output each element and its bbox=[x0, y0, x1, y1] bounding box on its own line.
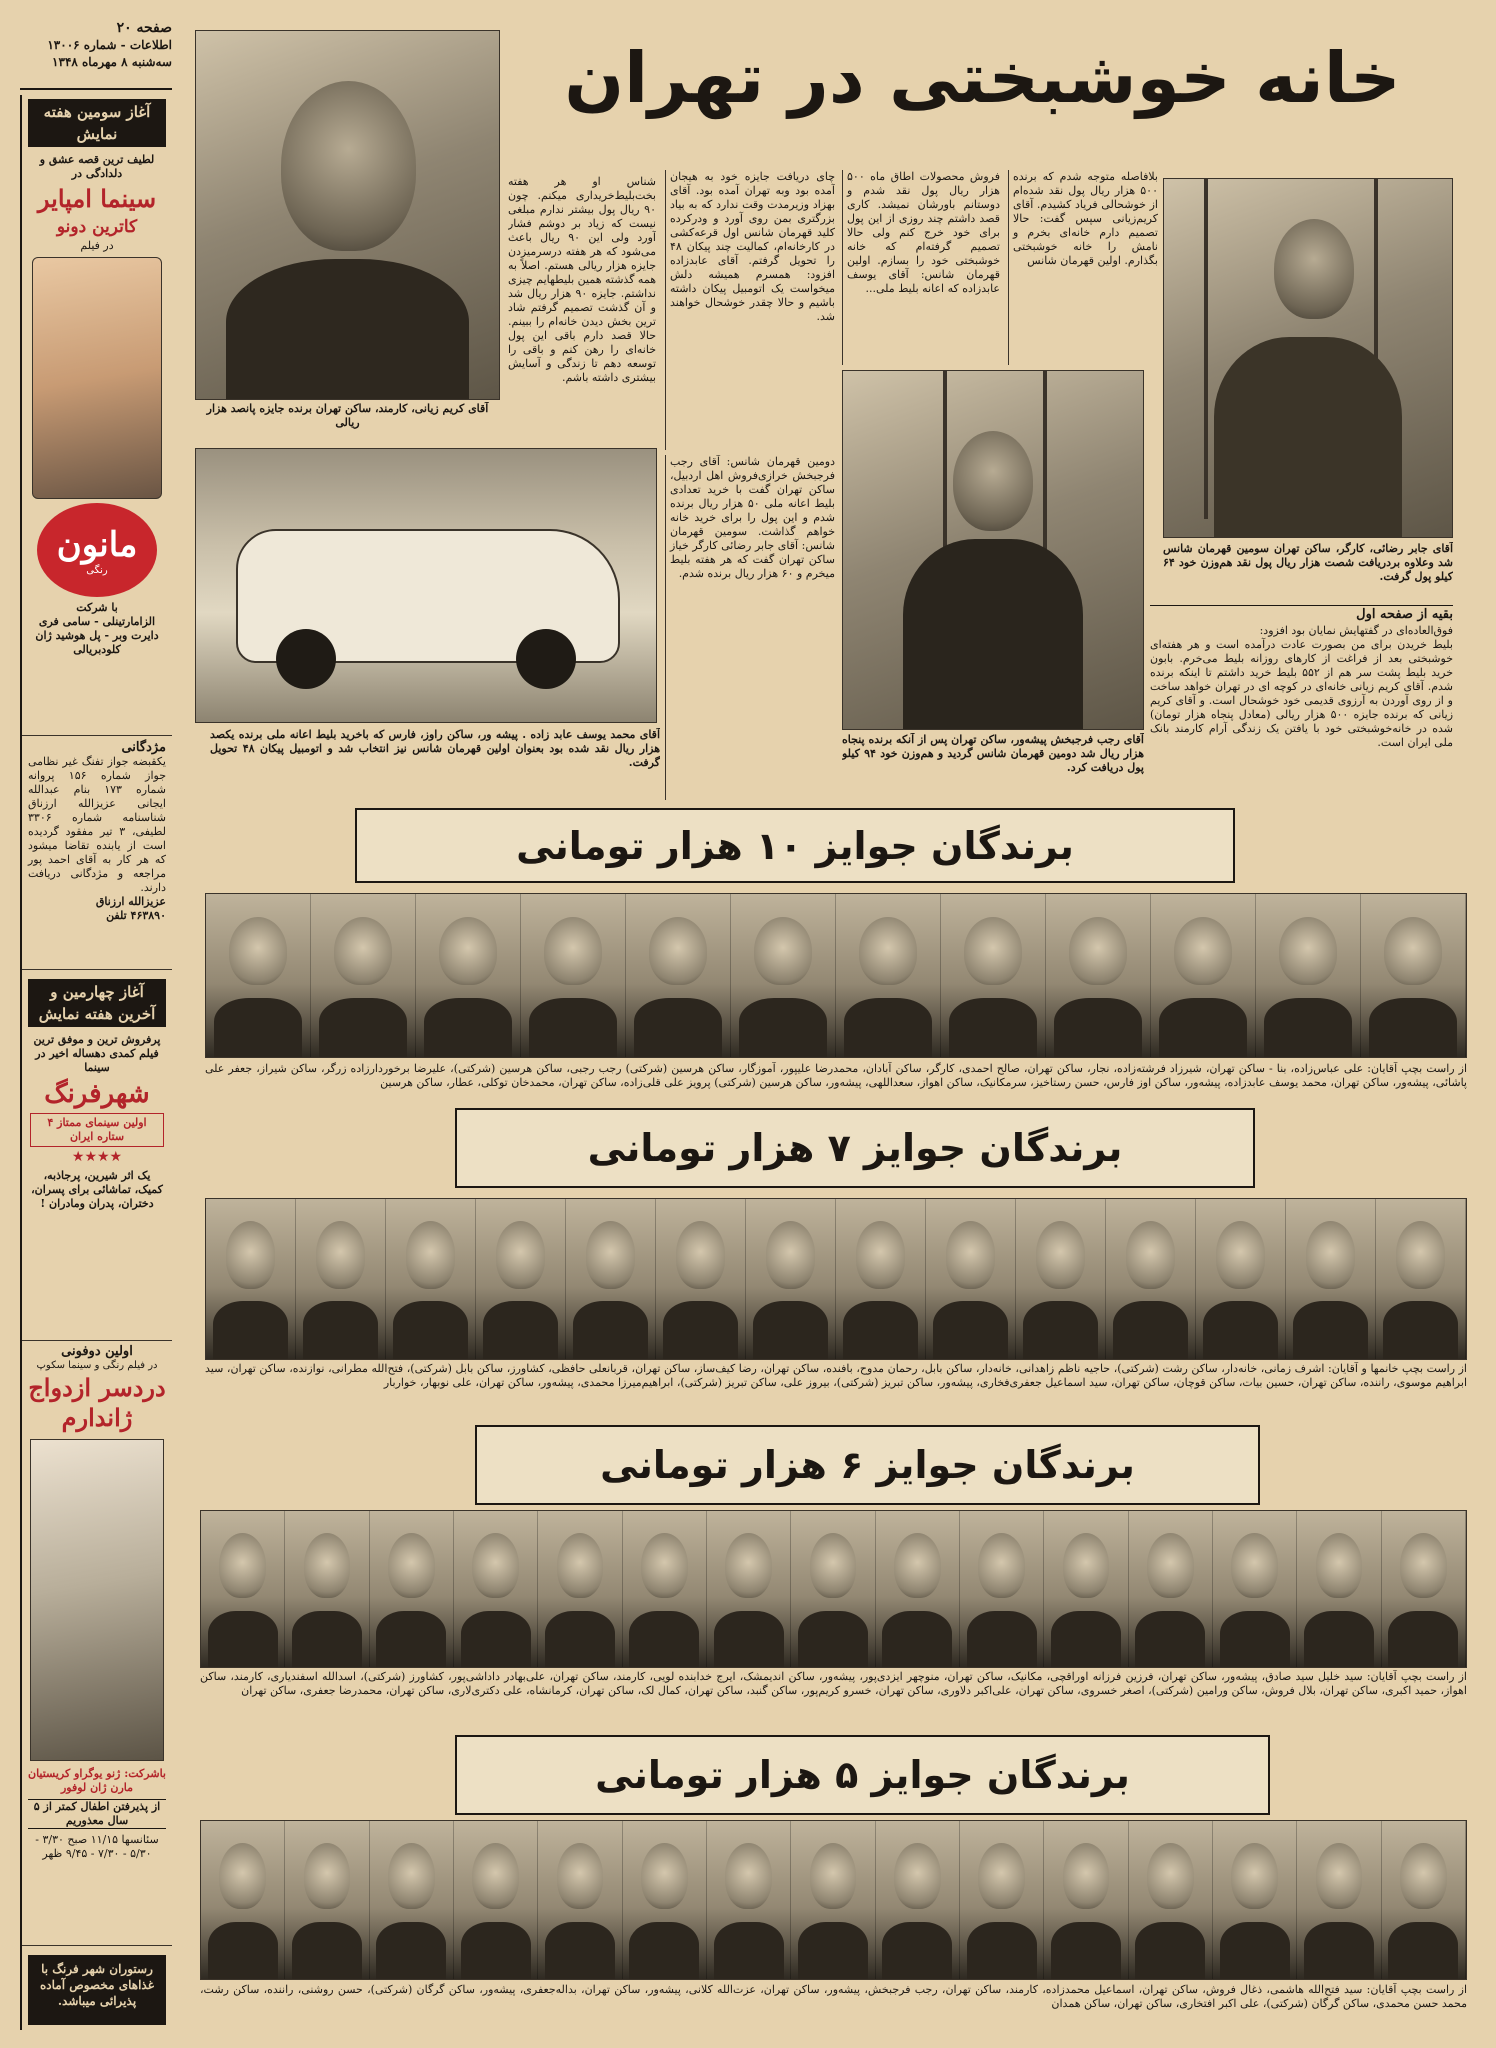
winner-photo bbox=[1044, 1511, 1128, 1667]
winner-photo bbox=[1256, 894, 1361, 1057]
ad-empire-star: کاترین دونو bbox=[56, 217, 138, 237]
winner-photo bbox=[1196, 1199, 1286, 1359]
winners-5k-photo bbox=[200, 1820, 1467, 1980]
cinema-shahrfarang-ad[interactable] bbox=[22, 975, 172, 1341]
winners-5k-names: از راست بچپ آقایان: سید فتح‌الله هاشمی، ذغال فروش، ساکن تهران، اسماعیل محمدزاده، کارمند، ساکن تهران، رجب فرجبخش، پیشه‌ور، ساکن تهران، عزت‌الله کلانی، پیشه‌ور، ساکن تهران، بداله‌جعفری، پیشه‌ور، ساکن گرگان (شرکتی)، حسن روشنی، راننده، ساکن رشت، محمد حسن محمدی، ساکن گرگان (شرکتی)، علی اکبر افتخاری، ساکن تهران، ساکن همدان bbox=[200, 1983, 1467, 2010]
reward-contact: عزیزالله ارزناق bbox=[95, 895, 166, 908]
paper-date: سه‌شنبه ۸ مهرماه ۱۳۴۸ bbox=[52, 55, 172, 69]
winner-photo bbox=[1129, 1511, 1213, 1667]
winner-photo bbox=[960, 1821, 1044, 1979]
ad-empire-cast-label: با شرکت bbox=[76, 601, 118, 614]
article-col2: چای دریافت جایزه خود به هیجان آمده بود وبه تهران آمده بود. آقای بهزاد وزیرمدت وقت ندارد که به بیاد بزرگتری بمن روی آورد و ودرکرده کلید قهرمان شانس اول قرعه‌کشی در کارخانه‌ام، کمالیت چند پیکان ۴۸ را تحویل گرفتم. آقای عابدزاده افزود: همسرم همیشه دلش میخواست یک اتومبیل پیکان داشته باشیم و حالا چقدر خوشحال خواهند شد. bbox=[665, 170, 835, 450]
winner-photo bbox=[206, 1199, 296, 1359]
winner-photo bbox=[1361, 894, 1466, 1057]
winner-photo bbox=[960, 1511, 1044, 1667]
winner-photo bbox=[731, 894, 836, 1057]
ad-empire-infilm: در فیلم bbox=[80, 239, 114, 252]
winner-photo bbox=[791, 1511, 875, 1667]
winner-photo bbox=[1297, 1821, 1381, 1979]
page-number: صفحه ۲۰ bbox=[116, 20, 172, 36]
photo-swing-right bbox=[1163, 178, 1453, 538]
winners-10k-names: از راست بچپ آقایان: علی عباس‌زاده، بنا - ساکن تهران، شیرزاد فرشته‌زاده، نجار، ساکن تهران، صالح احمدی، کارگر، ساکن آبادان، محمدرضا علیپور، آموزگار، ساکن هرسین (شرکتی) رجب رجبی، ساکن هرسین (شرکتی)، علیرضا برخوردارزاده زرگر، ساکن شیراز، جعفر علی پاشائی، پیشه‌ور، ساکن تهران، محمد یوسف عابدزاده، پیشه‌ور، ساکن اوز فارس، حسن رستاخیز، سرمکانیک، ساکن اهواز، سعداللهی، پیشه‌ور، ساکن هرسین (شرکتی) پرویز علی قلی‌زاده، ساکن تهران، محمدخان توکلی، عطار، ساکن هرسین bbox=[205, 1062, 1467, 1089]
winner-photo bbox=[538, 1511, 622, 1667]
winner-photo bbox=[1382, 1511, 1466, 1667]
winner-photo bbox=[791, 1821, 875, 1979]
photo-car bbox=[195, 448, 657, 723]
winner-photo bbox=[707, 1821, 791, 1979]
winner-photo bbox=[623, 1511, 707, 1667]
winner-photo bbox=[370, 1821, 454, 1979]
winner-photo bbox=[454, 1821, 538, 1979]
sidebar bbox=[20, 95, 172, 2030]
photo-karim-ziani bbox=[195, 30, 500, 400]
headline: خانه خوشبختی در تهران bbox=[564, 37, 1401, 119]
winner-photo bbox=[1151, 894, 1256, 1057]
winner-photo bbox=[454, 1511, 538, 1667]
cinema-empire-ad[interactable] bbox=[22, 95, 172, 736]
manon-logo bbox=[37, 503, 157, 597]
ad-gendarme-subtitle: در فیلم رنگی و سینما سکوپ bbox=[36, 1360, 158, 1371]
caption-swing-right: آقای جابر رضائی، کارگر، ساکن تهران سومین قهرمان شانس شد وعلاوه بردریافت شصت هزار ریال پول نقد هم‌وزن خود ۶۴ کیلو پول گرفت. bbox=[1163, 542, 1453, 583]
winner-photo bbox=[386, 1199, 476, 1359]
winners-7k-names: از راست بچپ خانمها و آقایان: اشرف زمانی، خانه‌دار، ساکن رشت (شرکتی)، حاجیه ناظم زاهدانی، خانه‌دار، ساکن بابل، رحمان مدوح، بافنده، ساکن تهران، رضا کیف‌ساز، ساکن تهران، قربانعلی حافظی، کشاورز، ساکن بابل (شرکتی)، فتح‌الله مطرانی، نوازنده، ساکن تهران، سید ابراهیم موسوی، راننده، ساکن تهران، حسین بیات، ساکن قوچان، ساکن تهران، سید اسماعیل جعفری‌فخاری، پیشه‌ور، ساکن تبریز (شرکتی)، بیروز علی، ساکن تبریز (شرکتی)، ابراهیم‌میرزا محمدی، پیشه‌ور، ساکن تهران، علی نوبهار، خواربار bbox=[205, 1362, 1467, 1389]
winner-photo bbox=[926, 1199, 1016, 1359]
winner-photo bbox=[285, 1821, 369, 1979]
winner-photo bbox=[311, 894, 416, 1057]
manon-title: مانون bbox=[56, 524, 138, 565]
ad-gendarme-title: دردسر ازدواج ژاندارم bbox=[28, 1373, 166, 1432]
winner-photo bbox=[201, 1511, 285, 1667]
ad-empire-cinema: سینما امپایر bbox=[37, 184, 157, 213]
banner-5k: برندگان جوایز ۵ هزار تومانی bbox=[455, 1735, 1270, 1815]
ad-shahrfarang-cinema: شهرفرنگ bbox=[44, 1079, 150, 1109]
ad-gendarme-brand: اولین دوفونی bbox=[61, 1344, 133, 1359]
winner-photo bbox=[836, 1199, 926, 1359]
winner-photo bbox=[656, 1199, 746, 1359]
restaurant-ad bbox=[28, 1955, 166, 2025]
ad-empire-subtitle: لطیف ترین قصه عشق و دلدادگی در bbox=[39, 153, 155, 180]
winner-photo bbox=[1382, 1821, 1466, 1979]
continued-heading: بقیه از صفحه اول bbox=[1356, 607, 1453, 622]
article-col3: فروش محصولات اطاق ماه ۵۰۰ هزار ریال پول نقد شدم و دوستانم باورشان نمیشد. کاری قصد داشتم چند روزی از این پول برای خود خرج کنم ولی حالا تصمیم گرفته‌ام که خانه خوشبختی خود را بسازم. اولین قهرمان شانس: آقای یوسف عابدزاده که اعانه بلیط ملی... bbox=[842, 170, 1000, 365]
ad-empire-poster-image bbox=[32, 257, 162, 499]
photo-swing-middle bbox=[842, 370, 1144, 730]
ad-shahrfarang-title: آغاز چهارمین و آخرین هفته نمایش bbox=[28, 979, 166, 1027]
ad-gendarme-cast: باشرکت: ژنو یوگراو کریستیان مارن ژان لوفور bbox=[27, 1767, 166, 1794]
ad-gendarme-note: از پذیرفتن اطفال کمتر از ۵ سال معذوریم bbox=[28, 1799, 166, 1829]
winner-photo bbox=[1046, 894, 1151, 1057]
winner-photo bbox=[1213, 1511, 1297, 1667]
article-col-mid: دومین قهرمان شانس: آقای رجب فرجبخش خرازی‌فروش اهل اردبیل، ساکن تهران گفت با خرید تعدادی بلیط اعانه ملی ۵۰ هزار ریال برنده شدم و این پول را برای خرید خانه خواهم گذاشت. سومین قهرمان شانس: آقای جابر رضائی کارگر خیاز ساکن تهران گفت که هر هفته بلیط میخرم و ۶۰ هزار ریال برنده شدم. bbox=[665, 455, 835, 800]
winner-photo bbox=[1213, 1821, 1297, 1979]
winner-photo bbox=[941, 894, 1046, 1057]
winner-photo bbox=[1297, 1511, 1381, 1667]
winner-photo bbox=[566, 1199, 656, 1359]
gendarme-film-ad[interactable] bbox=[22, 1345, 172, 1946]
winner-photo bbox=[1129, 1821, 1213, 1979]
winner-photo bbox=[296, 1199, 386, 1359]
winner-photo bbox=[1106, 1199, 1196, 1359]
continued-text: بلیط خریدن برای من بصورت عادت درآمده است و هر هفته‌ای خوشبختی بعد از فراغت از کارهای روزانه بلیط می‌خرم. بابون خرید بلیط پشت سر هم از ۵۵۲ بلیط خرید داشتم تا اینکه برنده شدم. آقای کریم زیانی خانه‌ای در کوچه ای در تهران خواهد ساخت و از روی آوردن به آرزوی قدیمی خود خوشحال است. و آقای کریم زیانی که برنده جایزه ۵۰۰ هزار ریالی (معادل پنجاه هزار تومان) شده در خانه‌خوشبختی خود با یافتن یک زندگی آرام کارمند بانک ملی ایران است. bbox=[1150, 638, 1453, 749]
ad-empire-title: آغاز سومین هفته نمایش bbox=[28, 99, 166, 147]
restaurant-text: رستوران شهر فرنگ با غذاهای مخصوص آماده پذیرائی میباشد. bbox=[40, 1962, 154, 2008]
paper-issue: اطلاعات - شماره ۱۳۰۰۶ bbox=[47, 38, 172, 52]
winner-photo bbox=[416, 894, 521, 1057]
winners-6k-photo bbox=[200, 1510, 1467, 1668]
banner-7k: برندگان جوایز ۷ هزار تومانی bbox=[455, 1108, 1255, 1188]
ad-shahrfarang-subtitle: پرفروش ترین و موفق ترین فیلم کمدی دهساله اخیر در سینما bbox=[33, 1033, 161, 1074]
continued-sub: فوق‌العاده‌ای در گفتهایش نمایان بود افزود: bbox=[1259, 624, 1453, 637]
winner-photo bbox=[1286, 1199, 1376, 1359]
winner-photo bbox=[370, 1511, 454, 1667]
ad-gendarme-times: سئانسها ۱۱/۱۵ صبح ۳/۳۰ - ۵/۳۰ - ۷/۳۰ - ۹/۴۵ ظهر bbox=[35, 1833, 159, 1860]
reward-text: یکقبضه جواز تفنگ غیر نظامی جواز شماره ۱۵۶ پروانه شماره ۱۷۳ بنام عبدالله ایجانی عزیزالله ارزناق شناسنامه شماره ۳۳۰۶ لطیفی، ۳ تیر مفقود گردیده است از یابنده تقاضا میشود که هر کار به آقای احمد پور مراجعه و مژدگانی دریافت دارند. bbox=[28, 755, 167, 894]
winner-photo bbox=[206, 894, 311, 1057]
manon-subtitle: رنگی bbox=[86, 564, 108, 576]
banner-6k: برندگان جوایز ۶ هزار تومانی bbox=[475, 1425, 1260, 1505]
winner-photo bbox=[746, 1199, 836, 1359]
reward-title: مژدگانی bbox=[121, 740, 166, 755]
reward-phone: ۴۶۳۸۹۰ تلفن bbox=[106, 909, 166, 922]
ad-shahrfarang-desc: یک اثر شیرین، پرجاذبه، کمیک، تماشائی برای پسران، دختران، پدران ومادران ! bbox=[31, 1169, 163, 1210]
winner-photo bbox=[201, 1821, 285, 1979]
winners-6k-names: از راست بچپ آقایان: سید خلیل سید صادق، پیشه‌ور، ساکن تهران، فرزین فرزانه اوراقچی، مکانیک، ساکن تهران، منوچهر ایزدی‌پور، پیشه‌ور، ساکن اندیمشک، ایرج خدابنده لویی، کارمند، ساکن تهران، علی‌بهادر داداشی‌پور، کشاورز (شرکتی)، اسدالله اسفندیاری، کارمند، ساکن اهواز، حمید اکبری، ساکن تهران، بلال فروش، ساکن ورامین (شرکتی)، اصغر خسروی، ساکن تهران، علی‌اکبر دلاوری، ساکن تهران، خسرو کریم‌پور، ساکن گنبد، ساکن تهران، کمال لک، ساکن تهران، کرمانشاه، علی دکتری‌لاری، ساکن تهران، محمدرضا جعفری، ساکن تهران bbox=[200, 1670, 1467, 1697]
ad-shahrfarang-stars: ★★★★ bbox=[71, 1149, 123, 1165]
winner-photo bbox=[476, 1199, 566, 1359]
ad-gendarme-poster-image bbox=[30, 1439, 164, 1761]
article-continued bbox=[1150, 605, 1453, 803]
masthead bbox=[20, 20, 172, 90]
banner-10k: برندگان جوایز ۱۰ هزار تومانی bbox=[355, 808, 1235, 883]
ad-empire-cast: الزامارتینلی - سامی فری دایرت وبر - پل هوشید ژان کلودبریالی bbox=[35, 615, 159, 656]
winner-photo bbox=[626, 894, 731, 1057]
caption-car: آقای محمد یوسف عابد زاده . پیشه ور، ساکن راوز، فارس که باخرید بلیط اعانه ملی برنده یکصد هزار ریال نقد شده بود بعنوان اولین قهرمان شانس نیز انتخاب شد و اتومبیل پیکان ۴۸ تحویل گرفت. bbox=[210, 728, 660, 769]
winner-photo bbox=[1376, 1199, 1466, 1359]
ad-shahrfarang-rating: اولین سینمای ممتاز ۴ ستاره ایران bbox=[30, 1113, 164, 1147]
caption-karim: آقای کریم زیانی، کارمند، ساکن تهران برنده جایزه پانصد هزار ریالی bbox=[206, 402, 489, 429]
reward-notice bbox=[22, 740, 172, 970]
winner-photo bbox=[876, 1821, 960, 1979]
article-col4: بلافاصله متوجه شدم که برنده ۵۰۰ هزار ریال پول نقد شده‌ام از خوشحالی فریاد کشیدم. آقای کریم‌زیانی سپس گفت: حالا تصمیم دارم خانه‌ای بخرم و نامش را خانه خوشبختی بگذارم. اولین قهرمان شانس bbox=[1008, 170, 1158, 365]
winner-photo bbox=[876, 1511, 960, 1667]
winners-10k-photo bbox=[205, 893, 1467, 1058]
article-col1: شناس او هر هفته بخت‌بلیط‌خریداری میکنم. چون ۹۰ ریال پول بیشتر ندارم مبلغی نیست که زیاد بر دوشم فشار آورد ولی این ۹۰ ریال باعث می‌شود که هر هفته درسرمیزدن جایزه هزار ریالی هستم. اصلاً به همه گذشته همین بلیطهایم چیزی نداشتم. جایزه ۹۰ هزار ریال شد و آن گذشت تصمیم گرفتم شاد ترین بخش دیدن خانه‌ام را ببینم. حالا قصد دارم باقی این پول خانه‌ای را رهن کنم و باقی را توسعه دهم تا زندگی و آسایش بیشتری داشته باشم. bbox=[508, 175, 656, 384]
winner-photo bbox=[836, 894, 941, 1057]
winner-photo bbox=[1016, 1199, 1106, 1359]
winner-photo bbox=[1044, 1821, 1128, 1979]
winners-7k-photo bbox=[205, 1198, 1467, 1360]
winner-photo bbox=[521, 894, 626, 1057]
winner-photo bbox=[623, 1821, 707, 1979]
winner-photo bbox=[707, 1511, 791, 1667]
winner-photo bbox=[285, 1511, 369, 1667]
winner-photo bbox=[538, 1821, 622, 1979]
caption-swing-middle: آقای رجب فرجبخش پیشه‌ور، ساکن تهران پس از آنکه برنده پنجاه هزار ریال شد دومین قهرمان شانس گردید و هم‌وزن خود ۹۴ کیلو پول دریافت کرد. bbox=[842, 733, 1144, 774]
